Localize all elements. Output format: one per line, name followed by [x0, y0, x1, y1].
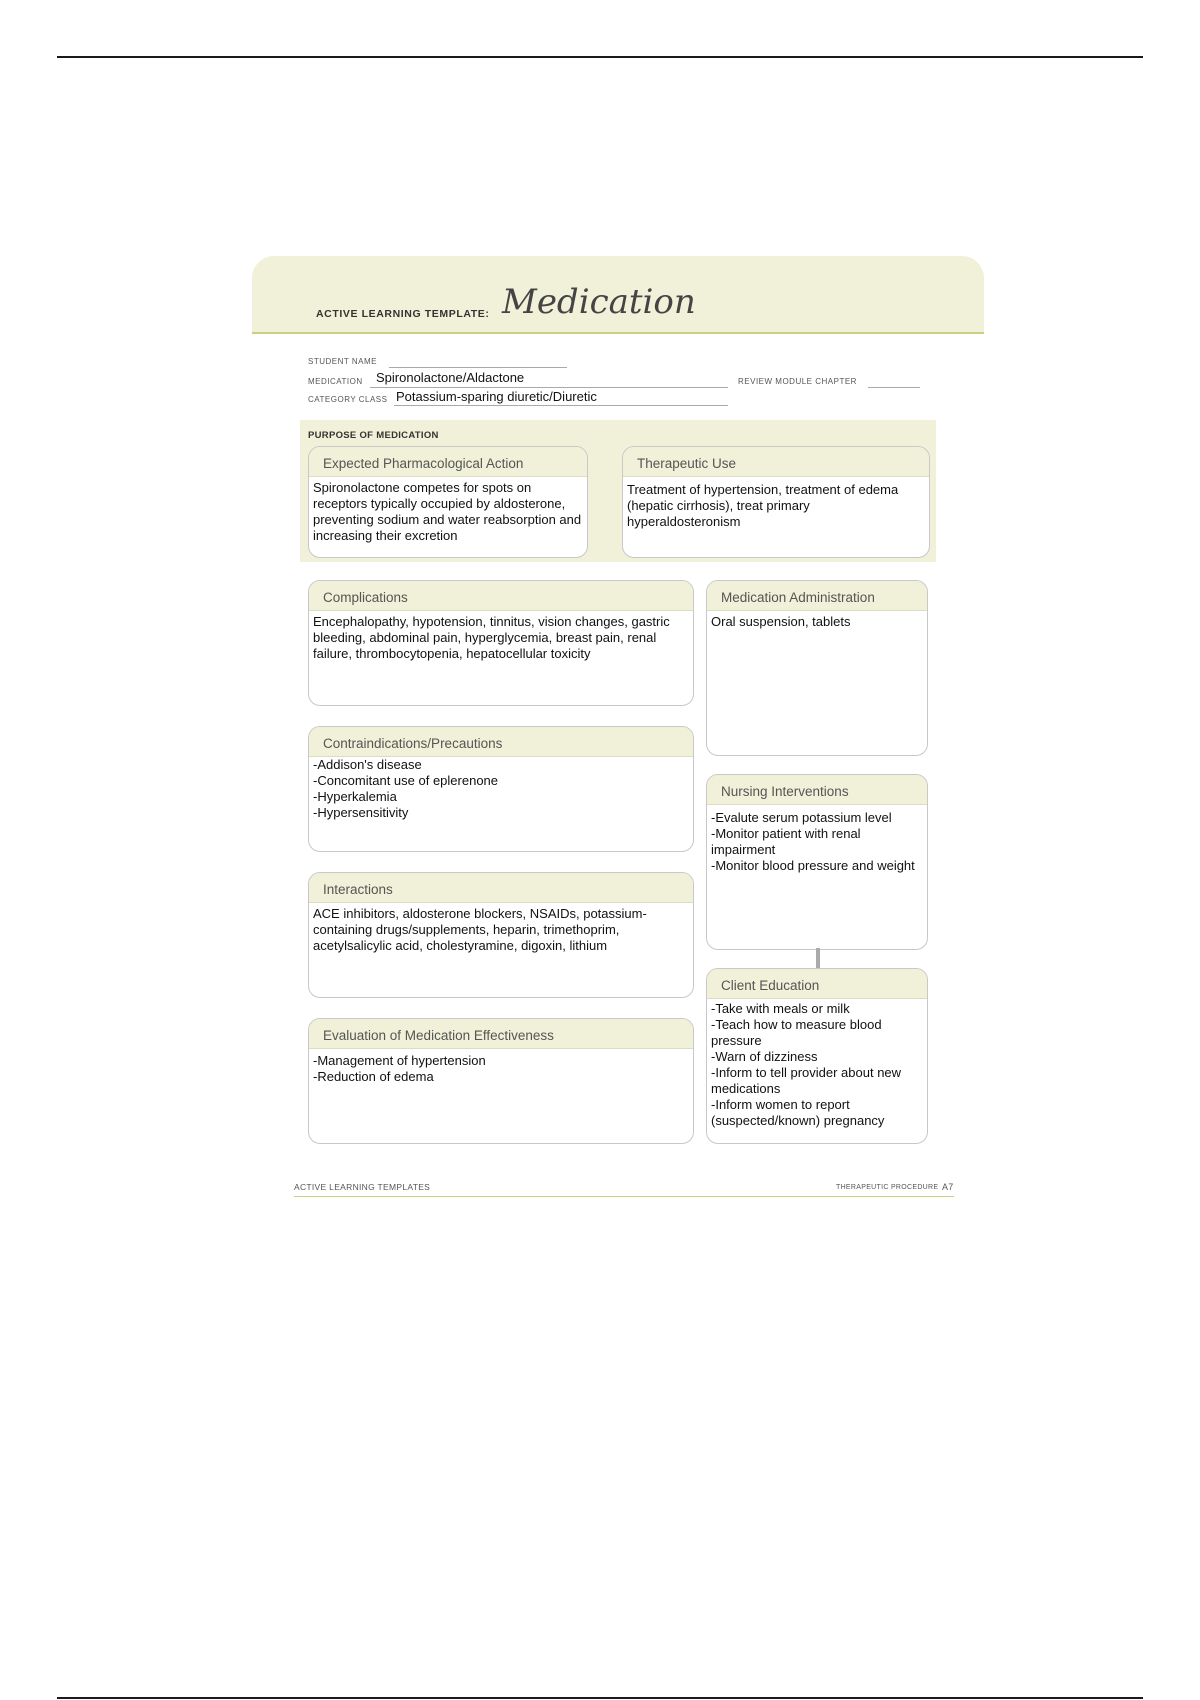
expected-action-line: Spironolactone competes for spots on receptors typically occupied by aldosterone, preventing sodium and water reabsorption and increasing their excretion — [313, 480, 582, 543]
client-education-box — [706, 968, 928, 1144]
evaluation-line: -Management of hypertension — [313, 1053, 486, 1068]
interactions-heading: Interactions — [309, 873, 693, 903]
medication-value[interactable]: Spironolactone/Aldactone — [376, 370, 525, 385]
footer-rule — [294, 1196, 954, 1197]
complications-line: Encephalopathy, hypotension, tinnitus, vision changes, gastric bleeding, abdominal pain, hyperglycemia, breast pain, renal failure, thrombocytopenia, hepatocellular toxicity — [313, 614, 670, 661]
nursing-interventions-text[interactable] — [707, 805, 927, 874]
client-education-line: -Inform to tell provider about new medications — [711, 1065, 902, 1096]
administration-heading: Medication Administration — [707, 581, 927, 611]
contraindications-line: -Hypersensitivity — [313, 805, 409, 820]
category-class-value[interactable]: Potassium-sparing diuretic/Diuretic — [396, 389, 597, 404]
category-class-line — [394, 405, 728, 406]
medication-template-sheet — [252, 256, 984, 1200]
complications-box — [308, 580, 694, 706]
complications-heading: Complications — [309, 581, 693, 611]
medication-line — [370, 387, 728, 388]
therapeutic-use-line: Treatment of hypertension, treatment of edema (hepatic cirrhosis), treat primary hyperaldosteronism — [627, 482, 899, 529]
evaluation-box — [308, 1018, 694, 1144]
interactions-text[interactable] — [309, 903, 693, 954]
client-education-line: -Warn of dizziness — [711, 1049, 818, 1064]
footer-left: ACTIVE LEARNING TEMPLATES — [294, 1182, 431, 1192]
student-name-line — [389, 367, 567, 368]
footer-procedure: THERAPEUTIC PROCEDURE — [836, 1184, 939, 1191]
expected-action-text[interactable] — [309, 477, 587, 544]
client-education-line: -Take with meals or milk — [711, 1001, 850, 1016]
therapeutic-use-text[interactable] — [623, 477, 929, 530]
contraindications-line: -Concomitant use of eplerenone — [313, 773, 499, 788]
medication-label: MEDICATION — [308, 377, 363, 386]
review-module-line — [868, 387, 920, 388]
administration-line: Oral suspension, tablets — [711, 614, 851, 629]
category-class-label: CATEGORY CLASS — [308, 395, 388, 404]
evaluation-heading: Evaluation of Medication Effectiveness — [309, 1019, 693, 1049]
expected-action-heading: Expected Pharmacological Action — [309, 447, 587, 477]
complications-text[interactable] — [309, 611, 693, 662]
contraindications-line: -Hyperkalemia — [313, 789, 397, 804]
nursing-interventions-heading: Nursing Interventions — [707, 775, 927, 805]
banner-title: Medication — [502, 282, 696, 322]
client-education-line: -Inform women to report (suspected/known) pregnancy — [711, 1097, 885, 1128]
interactions-box — [308, 872, 694, 998]
interactions-line: ACE inhibitors, aldosterone blockers, NSAIDs, potassium-containing drugs/supplements, heparin, trimethoprim, acetylsalicylic acid, cholestyramine, digoxin, lithium — [313, 906, 647, 953]
purpose-title: PURPOSE OF MEDICATION — [308, 430, 439, 441]
client-education-heading: Client Education — [707, 969, 927, 999]
student-name-label: STUDENT NAME — [308, 357, 377, 366]
administration-text[interactable] — [707, 611, 927, 630]
therapeutic-use-box — [622, 446, 930, 558]
evaluation-text[interactable] — [309, 1049, 693, 1085]
template-banner — [252, 256, 984, 334]
contraindications-text[interactable] — [309, 757, 693, 821]
contraindications-heading: Contraindications/Precautions — [309, 727, 693, 757]
nursing-interventions-line: -Evalute serum potassium level — [711, 810, 892, 825]
evaluation-line: -Reduction of edema — [313, 1069, 434, 1084]
therapeutic-use-heading: Therapeutic Use — [623, 447, 929, 477]
expected-pharmacological-action-box — [308, 446, 588, 558]
medication-administration-box — [706, 580, 928, 756]
client-education-text[interactable] — [707, 999, 927, 1129]
footer-page-number: A7 — [942, 1182, 954, 1192]
contraindications-box — [308, 726, 694, 852]
top-rule — [57, 56, 1143, 58]
banner-subtitle: ACTIVE LEARNING TEMPLATE: — [316, 308, 490, 320]
contraindications-line: -Addison's disease — [313, 757, 422, 772]
bottom-rule — [57, 1697, 1143, 1699]
client-education-line: -Teach how to measure blood pressure — [711, 1017, 882, 1048]
connector-line — [816, 948, 820, 968]
nursing-interventions-line: -Monitor patient with renal impairment — [711, 826, 861, 857]
nursing-interventions-line: -Monitor blood pressure and weight — [711, 858, 915, 873]
nursing-interventions-box — [706, 774, 928, 950]
review-module-label: REVIEW MODULE CHAPTER — [738, 377, 857, 386]
